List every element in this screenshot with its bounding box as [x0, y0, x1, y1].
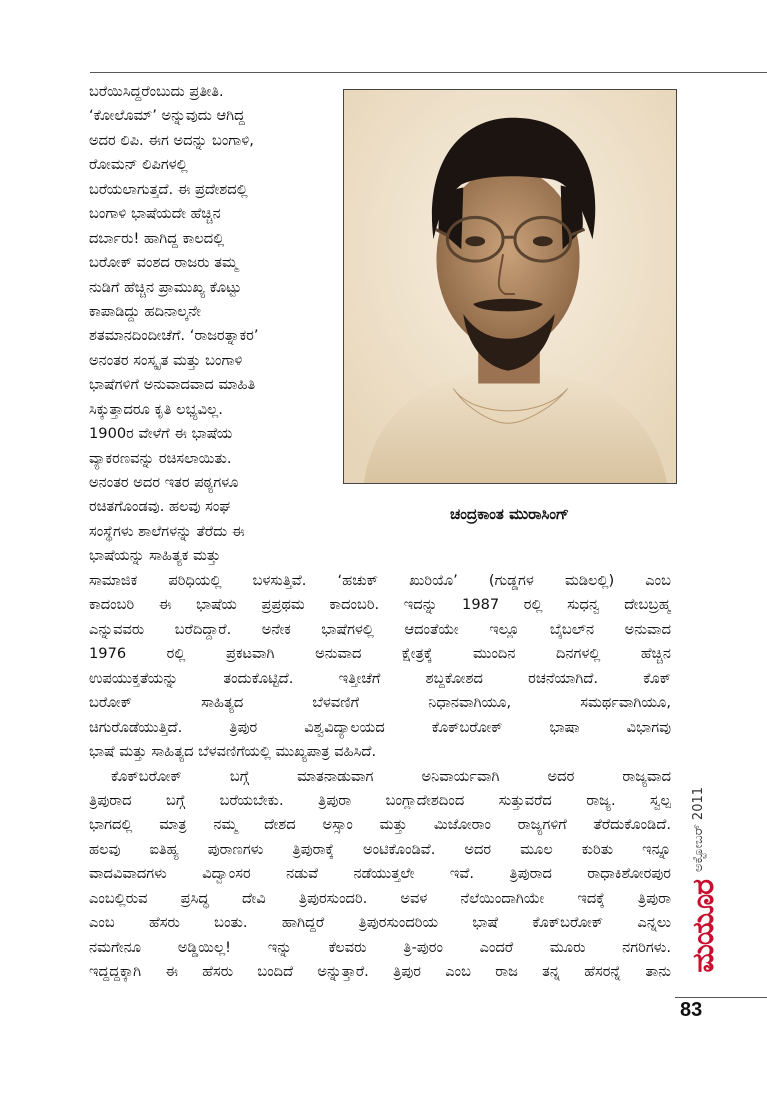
narrow-line: ಬಂಗಾಳಿ ಭಾಷೆಯದೇ ಹೆಚ್ಚಿನ — [89, 205, 221, 223]
narrow-line: ವ್ಯಾಕರಣವನ್ನು ರಚಿಸಲಾಯಿತು. — [89, 449, 232, 467]
page-number: 83 — [680, 999, 703, 1021]
narrow-line: ನುಡಿಗೆ ಹೆಚ್ಚಿನ ಪ್ರಾಮುಖ್ಯ ಕೊಟ್ಟು — [89, 278, 242, 296]
wide-line: ಎಂಬ ಹೆಸರು ಬಂತು. ಹಾಗಿದ್ದರೆ ತ್ರಿಪುರಸುಂದರಿಯ ಭಾಷೆ ಕೊಕ್‌ಬರೋಕ್ ಎನ್ನಲು — [89, 914, 671, 932]
narrow-line: ಅನಂತರ ಸಂಸ್ಕೃತ ಮತ್ತು ಬಂಗಾಳಿ — [89, 351, 243, 369]
narrow-line: ‘ಕೋಲೊಮ್’ ಅನ್ನುವುದು ಆಗಿದ್ದ — [89, 107, 245, 125]
author-photo — [343, 89, 677, 484]
wide-line: ಎನ್ನುವವರು ಬರೆದಿದ್ದಾರೆ. ಅನೇಕ ಭಾಷೆಗಳಲ್ಲಿ ಆದಂತೆಯೇ ಇಲ್ಲೂ ಬೈಬಲ್‌ನ ಅನುವಾದ — [89, 620, 671, 638]
wide-line: ಬರೋಕ್ ಸಾಹಿತ್ಯದ ಬೆಳವಣಿಗೆ ನಿಧಾನವಾಗಿಯೂ, ಸಮರ್ಥವಾಗಿಯೂ, — [89, 694, 671, 712]
narrow-line: ಅನಂತರ ಅದರ ಇತರ ಪಠ್ಯಗಳೂ — [89, 474, 239, 491]
narrow-column — [89, 80, 329, 569]
wide-line: ವಾದವಿವಾದಗಳು ವಿದ್ವಾಂಸರ ನಡುವೆ ನಡೆಯುತ್ತಲೇ ಇವೆ. ತ್ರಿಪುರಾದ ರಾಧಾಕಿಶೋರಪುರ — [89, 865, 671, 883]
wide-line: ಇದ್ದದ್ದಕ್ಕಾಗಿ ಈ ಹೆಸರು ಬಂದಿದೆ ಅನ್ನುತ್ತಾರೆ. ತ್ರಿಪುರ ಎಂಬ ರಾಜ ತನ್ನ ಹೆಸರನ್ನೆ ತಾನು — [89, 963, 671, 980]
narrow-line: 1900ರ ವೇಳೆಗೆ ಈ ಭಾಷೆಯ — [89, 425, 233, 443]
wide-line: ಸಾಮಾಜಿಕ ಪರಿಧಿಯಲ್ಲಿ ಬಳಸುತ್ತಿವೆ. ‘ಹಚುಕ್ ಖುರಿಯೊ’ (ಗುಡ್ಡಗಳ ಮಡಿಲಲ್ಲಿ) ಎಂಬ — [89, 572, 671, 589]
narrow-line: ರಚಿತಗೊಂಡವು. ಹಲವು ಸಂಘ — [89, 498, 231, 516]
narrow-line: ಬರೋಕ್ ವಂಶದ ರಾಜರು ತಮ್ಮ — [89, 254, 238, 272]
wide-line: 1976 ರಲ್ಲಿ ಪ್ರಕಟವಾಗಿ ಅನುವಾದ ಕ್ಷೇತ್ರಕ್ಕೆ ಮುಂದಿನ ದಿನಗಳಲ್ಲಿ ಹೆಚ್ಚಿನ — [89, 645, 671, 663]
wide-line: ಎಂಬಲ್ಲಿರುವ ಪ್ರಸಿದ್ಧ ದೇವಿ ತ್ರಿಪುರಸುಂದರಿ. ಅವಳ ನೆಲೆಯಿಂದಾಗಿಯೇ ಇದಕ್ಕೆ ತ್ರಿಪುರಾ — [89, 889, 671, 907]
wide-line: ಭಾಷೆ ಮತ್ತು ಸಾಹಿತ್ಯದ ಬೆಳವಣಿಗೆಯಲ್ಲಿ ಮುಖ್ಯಪಾತ್ರ ವಹಿಸಿದೆ. — [89, 743, 377, 761]
wide-line: ಭಾಗದಲ್ಲಿ ಮಾತ್ರ ನಮ್ಮ ದೇಶದ ಅಸ್ಸಾಂ ಮತ್ತು ಮಿಜೋರಾಂ ರಾಜ್ಯಗಳಿಗೆ ತೆರೆದುಕೊಂಡಿದೆ. — [89, 816, 671, 834]
wide-line: ಕೊಕ್‌ಬರೋಕ್ ಬಗ್ಗೆ ಮಾತನಾಡುವಾಗ ಅನಿವಾರ್ಯವಾಗಿ ಅದರ ರಾಜ್ಯವಾದ — [111, 767, 671, 785]
narrow-line: ಭಾಷೆಗಳಿಗೆ ಅನುವಾದವಾದ ಮಾಹಿತಿ — [89, 376, 256, 394]
photo-caption: ಚಂದ್ರಕಾಂತ ಮುರಾಸಿಂಗ್ — [450, 505, 569, 523]
wide-column — [89, 569, 671, 984]
wide-line: ಕಾದಂಬರಿ ಈ ಭಾಷೆಯ ಪ್ರಪ್ರಥಮ ಕಾದಂಬರಿ. ಇದನ್ನು 1987 ರಲ್ಲಿ ಸುಧನ್ವ ದೇಬಬ್ರಹ್ಮ — [89, 596, 671, 614]
narrow-line: ಸಿಕ್ಕುತ್ತಾದರೂ ಕೃತಿ ಲಭ್ಯವಿಲ್ಲ. — [89, 400, 223, 418]
narrow-line: ಶತಮಾನದಿಂದೀಚೆಗೆ. ‘ರಾಜರತ್ನಾಕರ’ — [89, 327, 259, 345]
narrow-line: ಭಾಷೆಯನ್ನು ಸಾಹಿತ್ಯಕ ಮತ್ತು — [89, 547, 221, 565]
magazine-logo: ಮಯೂರ — [686, 880, 721, 973]
narrow-line: ದರ್ಬಾರು! ಹಾಗಿದ್ದ ಕಾಲದಲ್ಲಿ — [89, 229, 225, 247]
issue-date: ಅಕ್ಟೋಬರ್ 2011 — [691, 786, 706, 872]
narrow-line: ಕಾಪಾಡಿದ್ದು ಹದಿನಾಲ್ಕನೇ — [89, 302, 202, 320]
narrow-line: ಅದರ ಲಿಪಿ. ಈಗ ಅದನ್ನು ಬಂಗಾಳಿ, — [89, 131, 254, 149]
narrow-line: ಬರೆಯಿಸಿದ್ದರೆಂಬುದು ಪ್ರತೀತಿ. — [89, 83, 224, 100]
wide-line: ನಮಗೇನೂ ಅಡ್ಡಿಯಿಲ್ಲ! ಇನ್ನು ಕೆಲವರು ತ್ರಿ-ಪುರಂ ಎಂದರೆ ಮೂರು ನಗರಿಗಳು. — [89, 938, 671, 956]
narrow-line: ಬರೆಯಲಾಗುತ್ತದೆ. ಈ ಪ್ರದೇಶದಲ್ಲಿ — [89, 180, 248, 198]
narrow-line: ರೋಮನ್ ಲಿಪಿಗಳಲ್ಲಿ — [89, 156, 188, 174]
bottom-rule — [675, 997, 767, 998]
wide-line: ತ್ರಿಪುರಾದ ಬಗ್ಗೆ ಬರೆಯಬೇಕು. ತ್ರಿಪುರಾ ಬಂಗ್ಲಾದೇಶದಿಂದ ಸುತ್ತುವರೆದ ರಾಜ್ಯ. ಸ್ವಲ್ಪ — [89, 791, 671, 809]
wide-line: ಹಲವು ಐತಿಹ್ಯ ಪುರಾಣಗಳು ತ್ರಿಪುರಾಕ್ಕೆ ಅಂಟಿಕೊಂಡಿವೆ. ಅದರ ಮೂಲ ಕುರಿತು ಇನ್ನೂ — [89, 840, 671, 858]
wide-line: ಚಿಗುರೊಡೆಯುತ್ತಿದೆ. ತ್ರಿಪುರ ವಿಶ್ವವಿದ್ಯಾಲಯದ ಕೊಕ್‌ಬರೋಕ್ ಭಾಷಾ ವಿಭಾಗವು — [89, 718, 671, 736]
top-rule — [90, 72, 767, 73]
portrait-illustration — [344, 90, 676, 483]
narrow-line: ಸಂಸ್ಥೆಗಳು ಶಾಲೆಗಳನ್ನು ತೆರೆದು ಈ — [89, 522, 245, 540]
wide-line: ಉಪಯುಕ್ತತೆಯನ್ನು ತಂದುಕೊಟ್ಟಿದೆ. ಇತ್ತೀಚೆಗೆ ಶಬ್ದಕೋಶದ ರಚನೆಯಾಗಿದೆ. ಕೊಕ್ — [89, 669, 671, 687]
